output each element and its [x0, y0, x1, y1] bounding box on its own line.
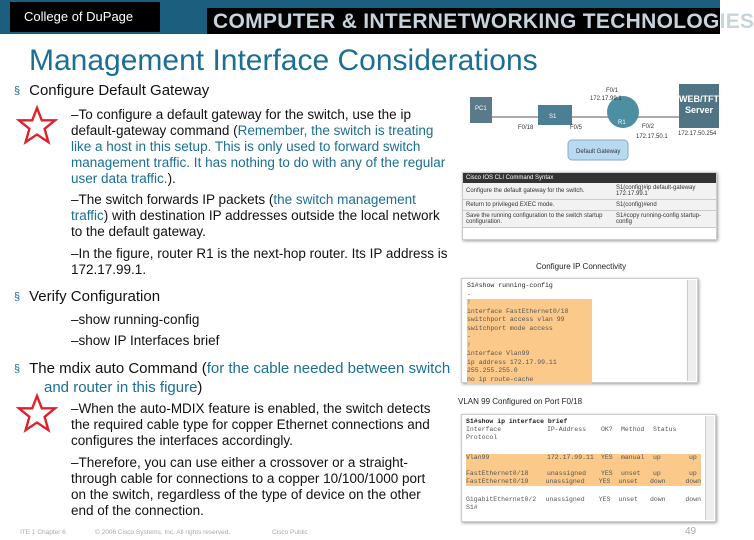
slide-title: Management Interface Considerations	[29, 44, 538, 77]
page-number: 49	[685, 526, 697, 537]
col-header: OK?	[601, 426, 613, 433]
switch-label: S1	[549, 114, 557, 120]
syntax-table	[462, 172, 717, 240]
cli-line: switchport mode access	[467, 324, 553, 332]
cell: YES	[601, 454, 613, 461]
cli-line: !	[467, 299, 471, 306]
port-label: F0/5	[570, 125, 583, 131]
syntax-cmd: S1(config)#ip default-gateway 172.17.99.1	[613, 183, 716, 200]
banner: COMPUTER & INTERNETWORKING TECHNOLOGIES	[207, 8, 720, 34]
port-label: F0/2	[642, 124, 655, 130]
caption-vlan: VLAN 99 Configured on Port F0/18	[458, 397, 583, 406]
cli-line: no ip route-cache	[467, 375, 534, 383]
text: –To configure a default gateway for the switch, use the ip default-gateway command (	[71, 107, 411, 138]
highlight	[466, 454, 701, 486]
cli-line: -	[467, 333, 471, 340]
header-bar	[0, 0, 754, 34]
text: ).	[167, 171, 176, 186]
server-icon	[679, 84, 725, 128]
cell: YES	[598, 478, 611, 485]
cell: down	[649, 496, 666, 503]
syntax-cmd: S1(config)#end	[613, 200, 716, 211]
cli-line: ip address 172.17.99.11 255.255.255.0	[467, 358, 557, 374]
router-label: R1	[618, 120, 626, 126]
verify-text-1: –show running-config	[71, 312, 200, 327]
ip-label: 172.17.50.254	[678, 131, 717, 137]
col-header: IP-Address	[547, 426, 587, 433]
col-header: Status	[653, 426, 677, 433]
caption-ip-connectivity: Configure IP Connectivity	[536, 262, 627, 271]
cell: YES	[601, 470, 613, 477]
footer-copyright: © 2006 Cisco Systems, Inc. All rights reserved.	[95, 529, 231, 536]
syntax-cmd: S1#copy running-config startup-config	[613, 211, 716, 228]
ip-label: 172.17.99.1	[590, 96, 622, 102]
bullet-verify: § Verify Configuration	[14, 288, 160, 305]
cell: up	[653, 454, 661, 461]
cell: YES	[598, 496, 611, 503]
cell: down	[685, 496, 701, 503]
cell: 172.17.99.11	[547, 454, 594, 461]
cell: down	[685, 478, 701, 485]
cli-line: S1#show ip interface brief	[466, 418, 568, 425]
cell: unassigned	[547, 470, 587, 477]
text: –The switch forwards IP packets (	[71, 192, 274, 207]
cell: FastEthernet0/19	[466, 478, 529, 485]
syntax-desc: Save the running configuration to the switch startup configuration.	[463, 211, 613, 228]
scrollbar[interactable]	[687, 280, 696, 381]
bullet-gateway: § Configure Default Gateway	[14, 82, 209, 99]
text-blue: Remember, the switch is treating like a host in this setup. This is only used to forward switch management traffic. It has nothing to do with any of the regular user data traffic.	[71, 123, 446, 186]
server-label: WEB/TFTP Server	[679, 94, 725, 115]
cli-line: S1#show running-config	[467, 282, 553, 289]
star-icon	[18, 394, 56, 432]
port-label: F0/1	[606, 88, 619, 94]
cell: unset	[618, 496, 638, 503]
text: The mdix auto Command (	[29, 360, 207, 377]
gateway-text-2	[71, 192, 451, 240]
cell: FastEthernet0/18	[466, 470, 529, 477]
syntax-desc: Return to privileged EXEC mode.	[463, 200, 613, 211]
cli-line: -	[467, 290, 471, 298]
syntax-desc: Configure the default gateway for the switch.	[463, 183, 613, 200]
footer-chapter: ITE 1 Chapter 6	[20, 529, 66, 536]
running-config-output	[461, 278, 698, 383]
text: )	[197, 379, 203, 396]
cell: unset	[621, 470, 641, 477]
highlight	[467, 299, 592, 384]
cli-line: S1#	[466, 504, 478, 511]
cell: manual	[621, 454, 645, 461]
cell: up	[689, 470, 697, 477]
cell: up	[653, 470, 661, 477]
cell: Vlan99	[466, 454, 490, 461]
topology-diagram	[458, 82, 680, 162]
cell: GigabitEthernet0/2	[466, 496, 537, 503]
col-header: Interface	[466, 426, 502, 433]
cell: unassigned	[545, 478, 585, 485]
ip-interface-brief-output	[461, 414, 716, 522]
gateway-text-1	[71, 107, 456, 187]
text-blue: for the cable needed between switch and router in this figure	[44, 360, 451, 396]
port-label: F0/18	[518, 125, 534, 131]
cell: down	[649, 478, 666, 485]
footer-classification: Cisco Public	[272, 529, 308, 536]
col-header: Method	[621, 426, 645, 433]
mdix-text-2: –Therefore, you can use either a crossover or a straight-through cable for connections to a copper 10/100/1000 port on the switch, regardless of the type of device on the other end of the connection.	[71, 455, 426, 518]
col-header: Protocol	[466, 434, 498, 441]
callout-label: Default Gateway	[576, 149, 621, 155]
cli-line: interface Vlan99	[467, 350, 530, 357]
verify-text-2: –show IP Interfaces brief	[71, 333, 220, 348]
text-blue: the switch management traffic	[71, 192, 416, 223]
text: ) with destination IP addresses outside the local network to the default gateway.	[71, 208, 440, 239]
cell: unassigned	[545, 496, 585, 503]
cli-line: interface FastEthernet0/18	[467, 307, 569, 315]
gateway-text-3: –In the figure, router R1 is the next-hop router. Its IP address is 172.17.99.1.	[71, 246, 448, 277]
star-icon	[18, 106, 56, 144]
mdix-text-1: –When the auto-MDIX feature is enabled, the switch detects the required cable type for copper Ethernet connections and configures the interfaces accordingly.	[71, 401, 431, 448]
cell: unset	[618, 478, 638, 485]
brief-header	[466, 426, 701, 434]
scrollbar[interactable]	[705, 416, 714, 520]
college-logo: College of DuPage	[10, 2, 160, 32]
cli-line: switchport access vlan 99	[467, 316, 565, 323]
bullet-mdix	[14, 360, 454, 397]
cell: up	[689, 454, 697, 461]
cli-line: !	[467, 341, 471, 349]
syntax-header: Cisco IOS CLI Command Syntax	[463, 173, 716, 183]
ip-label: 172.17.50.1	[636, 134, 668, 140]
pc-label: PC1	[475, 106, 487, 112]
